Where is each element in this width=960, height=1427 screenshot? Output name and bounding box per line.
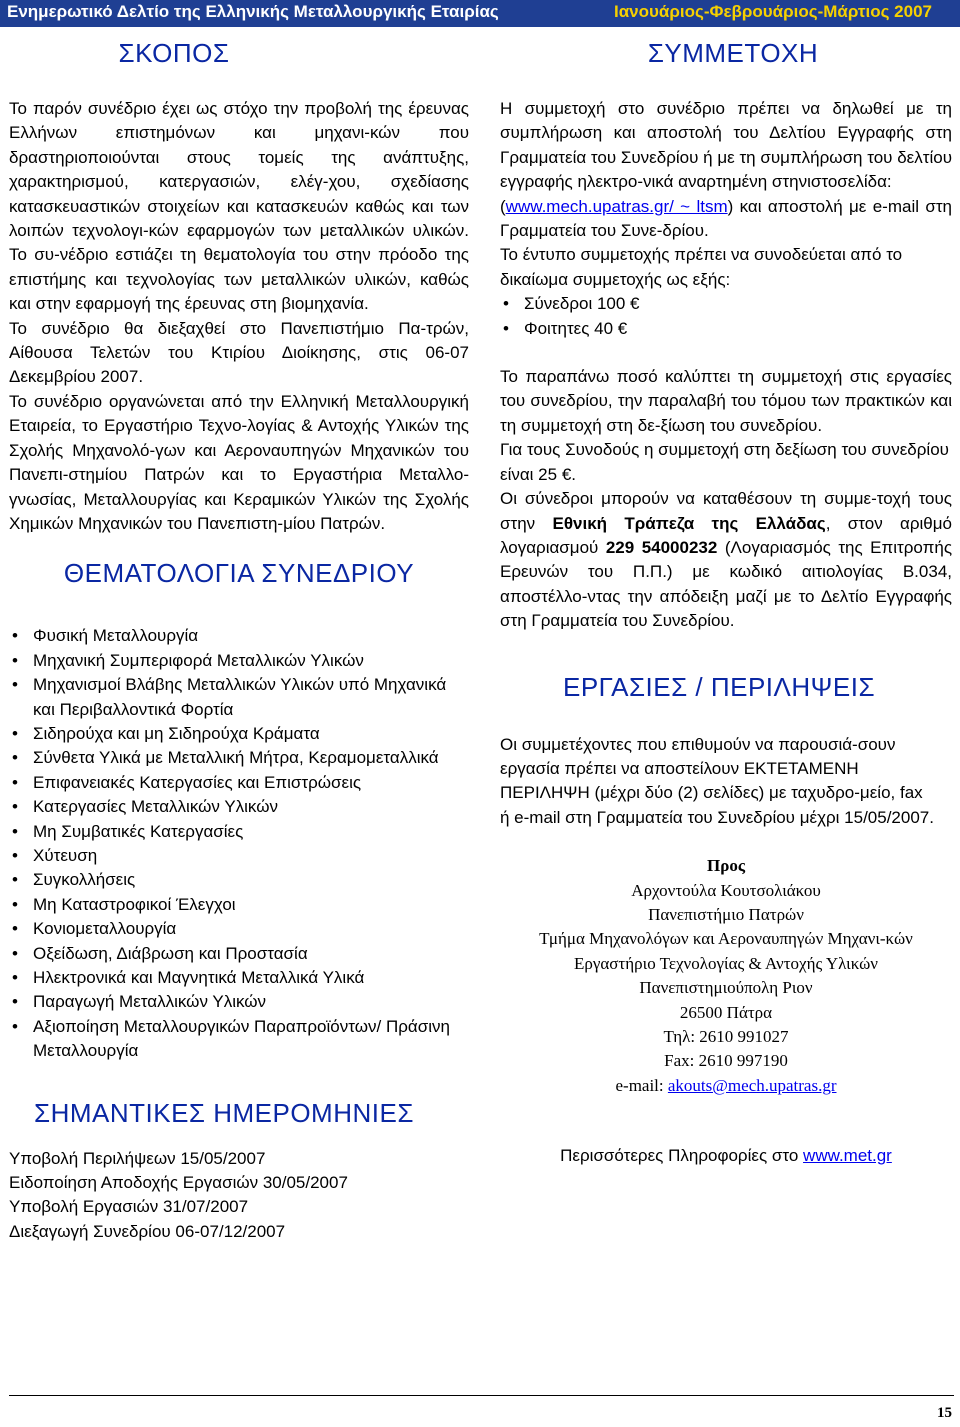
address-lab: Εργαστήριο Τεχνολογίας & Αντοχής Υλικών — [573, 953, 878, 973]
address-department: Τμήμα Μηχανολόγων και Αεροναυπηγών Μηχανι-κών — [539, 929, 913, 949]
scope-paragraph: Το παρόν συνέδριο έχει ως στόχο την προβολή της έρευνας Ελλήνων επιστημόνων και μηχανι-κών που δραστηριοποιούνται στους τομείς της ανάπτυξης, χαρακτηρισμού, κατεργασιών, ελέγ-χου, σχεδίασης κατασκευαστικών στοιχείων και κατασκευών καθώς και των λοιπών τεχνολογι-κών εφαρμογών των μεταλλικών υλικών. Το συ-νέδριο εστιάζει τη θεματολογία του στην πρόοδο της επιστήμης και τεχνολογίας των μεταλλικών υλικών, καθώς και στην εφαρμογή της έρευνας στη βιομηχανία. — [9, 99, 469, 314]
papers-paragraph-3: ή e-mail στη Γραμματεία του Συνεδρίου μέχρι 15/05/2007. — [500, 807, 934, 827]
list-item: • Ηλεκτρονικά και Μαγνητικά Μεταλλικά Υλικά — [9, 966, 469, 990]
important-dates — [9, 1147, 469, 1245]
date-acceptance: Ειδοποίηση Αποδοχής Εργασιών 30/05/2007 — [9, 1173, 348, 1193]
address-fax: Fax: 2610 997190 — [664, 1051, 788, 1071]
list-item: • Μηχανική Συμπεριφορά Μεταλλικών Υλικών — [9, 649, 469, 673]
account-number: 229 54000232 — [605, 537, 718, 557]
papers-paragraph-2: εργασία πρέπει να αποστείλουν ΕΚΤΕΤΑΜΕΝΗ ΠΕΡΙΛΗΨΗ (μέχρι δύο (2) σελίδες) με ταχυδρο-μείο, fax — [500, 758, 923, 803]
date-papers: Υποβολή Εργασιών 31/07/2007 — [9, 1197, 249, 1217]
address-name: Αρχοντούλα Κουτσολιάκου — [631, 880, 821, 900]
papers-heading: ΕΡΓΑΣΙΕΣ / ΠΕΡΙΛΗΨΕΙΣ — [563, 671, 876, 702]
more-info-text: Περισσότερες Πληροφορίες στο — [560, 1146, 799, 1166]
list-item: • Αξιοποίηση Μεταλλουργικών Παραπροϊόντων/ Πράσινη Μεταλλουργία — [9, 1015, 469, 1064]
dates-heading: ΣΗΜΑΝΤΙΚΕΣ ΗΜΕΡΟΜΗΝΙΕΣ — [34, 1097, 414, 1128]
address-to: Προς — [707, 856, 745, 876]
registration-paragraph: Η συμμετοχή στο συνέδριο πρέπει να δηλωθεί με τη συμπλήρωση και αποστολή του Δελτίου Εγγραφής στη Γραμματεία του Συνεδρίου ή με τη συμπλήρωση του δελτίου εγγραφής ηλεκτρο-νικά αναρτημένη στηνιστοσελίδα: (www.mech.upatras.gr/ ~ ltsm) και αποστολή με e-mail στη Γραμματεία του Συνε-δρίου. — [500, 99, 952, 241]
header-bar — [0, 0, 960, 27]
right-column — [500, 27, 952, 1169]
list-item: • Μη Συμβατικές Κατεργασίες — [9, 820, 469, 844]
list-item: • Κατεργασίες Μεταλλικών Υλικών — [9, 795, 469, 819]
participation-heading: ΣΥΜΜΕΤΟΧΗ — [647, 38, 819, 68]
organizers-paragraph: Το συνέδριο οργανώνεται από την Ελληνική Μεταλλουργική Εταιρεία, το Εργαστήριο Τεχνο-λογίας & Αντοχής Υλικών της Σχολής Μηχανολό-γων και Αεροναυπηγών Μηχανικών του Πανεπι-στημίου Πατρών και το Εργαστήρια Μεταλλο-γνωσίας, Μεταλλουργίας και Κεραμικών Υλικών της Σχολής Χημικών Μηχανικών του Πανεπιστη-μίου Πατρών. — [9, 391, 469, 533]
registration-website-link[interactable]: www.mech.upatras.gr/ ~ ltsm — [505, 196, 728, 216]
payment-paragraph — [500, 487, 952, 633]
registration-text-tail: και αποστολή με e-mail στη Γραμματεία του Συνε-δρίου. — [500, 196, 952, 241]
list-item: • Σύνεδροι 100 € — [500, 292, 952, 316]
email-link[interactable]: akouts@mech.upatras.gr — [667, 1075, 837, 1095]
email-label: e-mail: — [615, 1075, 664, 1095]
list-item: • Μη Καταστροφικοί Έλεγχοι — [9, 893, 469, 917]
companion-fee: Για τους Συνοδούς η συμμετοχή στη δεξίωση του συνεδρίου είναι 25 €. — [500, 440, 949, 484]
scope-heading: ΣΚΟΠΟΣ — [118, 38, 230, 68]
date-conference: Διεξαγωγή Συνεδρίου 06-07/12/2007 — [9, 1221, 286, 1241]
registration-text: Η συμμετοχή στο συνέδριο πρέπει να δηλωθεί με τη συμπλήρωση και αποστολή του Δελτίου Εγγραφής στη Γραμματεία του Συνεδρίου ή με τη συμπλήρωση του δελτίου εγγραφής ηλεκτρο-νικά αναρτημένη στηνιστοσελίδα: — [500, 99, 952, 192]
fees-intro: Το έντυπο συμμετοχής πρέπει να συνοδεύεται από το δικαίωμα συμμετοχής ως εξής: — [500, 245, 903, 289]
list-item: • Παραγωγή Μεταλλικών Υλικών — [9, 990, 469, 1014]
list-item: • Επιφανειακές Κατεργασίες και Επιστρώσεις — [9, 771, 469, 795]
date-abstracts: Υποβολή Περιλήψεων 15/05/2007 — [9, 1148, 266, 1168]
address-tel: Τηλ: 2610 991027 — [663, 1027, 789, 1046]
fees-list — [500, 292, 952, 341]
list-item: • Συγκολλήσεις — [9, 868, 469, 892]
fee-coverage-paragraph: Το παραπάνω ποσό καλύπτει τη συμμετοχή στις εργασίες του συνεδρίου, την παραλαβή του τόμου των πρακτικών και τη συμμετοχή στη δε-ξίωση του συνεδρίου. — [500, 367, 952, 435]
list-item: • Μηχανισμοί Βλάβης Μεταλλικών Υλικών υπό Μηχανικά και Περιβαλλοντικά Φορτία — [9, 673, 469, 722]
address-university: Πανεπιστήμιο Πατρών — [648, 904, 804, 924]
payment-text: Οι σύνεδροι μπορούν να καταθέσουν τη συμμε-τοχή τους στην — [500, 489, 952, 533]
newsletter-title: Ενημερωτικό Δελτίο της Ελληνικής Μεταλλουργικής Εταιρίας — [7, 2, 499, 21]
themes-list — [9, 624, 469, 1063]
address-email-line — [500, 1074, 952, 1098]
list-item: • Χύτευση — [9, 844, 469, 868]
themes-heading: ΘΕΜΑΤΟΛΟΓΙΑ ΣΥΝΕΔΡΙΟΥ — [63, 558, 415, 589]
list-item: • Φοιτητες 40 € — [500, 317, 952, 341]
papers-paragraph-1: Οι συμμετέχοντες που επιθυμούν να παρουσιά-σουν — [500, 734, 896, 754]
venue-paragraph: Το συνέδριο θα διεξαχθεί στο Πανεπιστήμιο Πα-τρών, Αίθουσα Τελετών του Κτιρίου Διοίκησης, στις 06-07 Δεκεμβρίου 2007. — [9, 318, 469, 387]
list-item: • Σιδηρούχα και μη Σιδηρούχα Κράματα — [9, 722, 469, 746]
address-city: 26500 Πάτρα — [679, 1002, 773, 1022]
payment-text-3: (Λογαριασμός της Επιτροπής Ερευνών του Π.Π.) με κωδικό αιτιολογίας Β.034, αποστέλλο-ντας την απόδειξη μαζί με το Δελτίο Εγγραφής στη Γραμματεία του Συνεδρίου. — [500, 537, 953, 631]
website-link[interactable]: www.met.gr — [803, 1146, 892, 1166]
issue-period: Ιανουάριος-Φεβρουάριος-Μάρτιος 2007 — [614, 2, 932, 21]
bank-name: Εθνική Τράπεζα της Ελλάδας — [552, 513, 826, 533]
page-number: 15 — [937, 1405, 952, 1421]
payment-text-2: , στον αριθμό λογαριασμού — [500, 513, 952, 557]
list-item: • Κονιομεταλλουργία — [9, 917, 469, 941]
more-info — [500, 1144, 952, 1168]
address-campus: Πανεπιστημιούπολη Ριον — [639, 978, 813, 998]
footer-rule — [9, 1395, 954, 1396]
list-item: • Φυσική Μεταλλουργία — [9, 624, 469, 648]
left-column — [9, 27, 469, 1244]
mailing-address — [500, 854, 952, 1098]
list-item: • Σύνθετα Υλικά με Μεταλλική Μήτρα, Κεραμομεταλλικά — [9, 746, 469, 770]
list-item: • Οξείδωση, Διάβρωση και Προστασία — [9, 942, 469, 966]
